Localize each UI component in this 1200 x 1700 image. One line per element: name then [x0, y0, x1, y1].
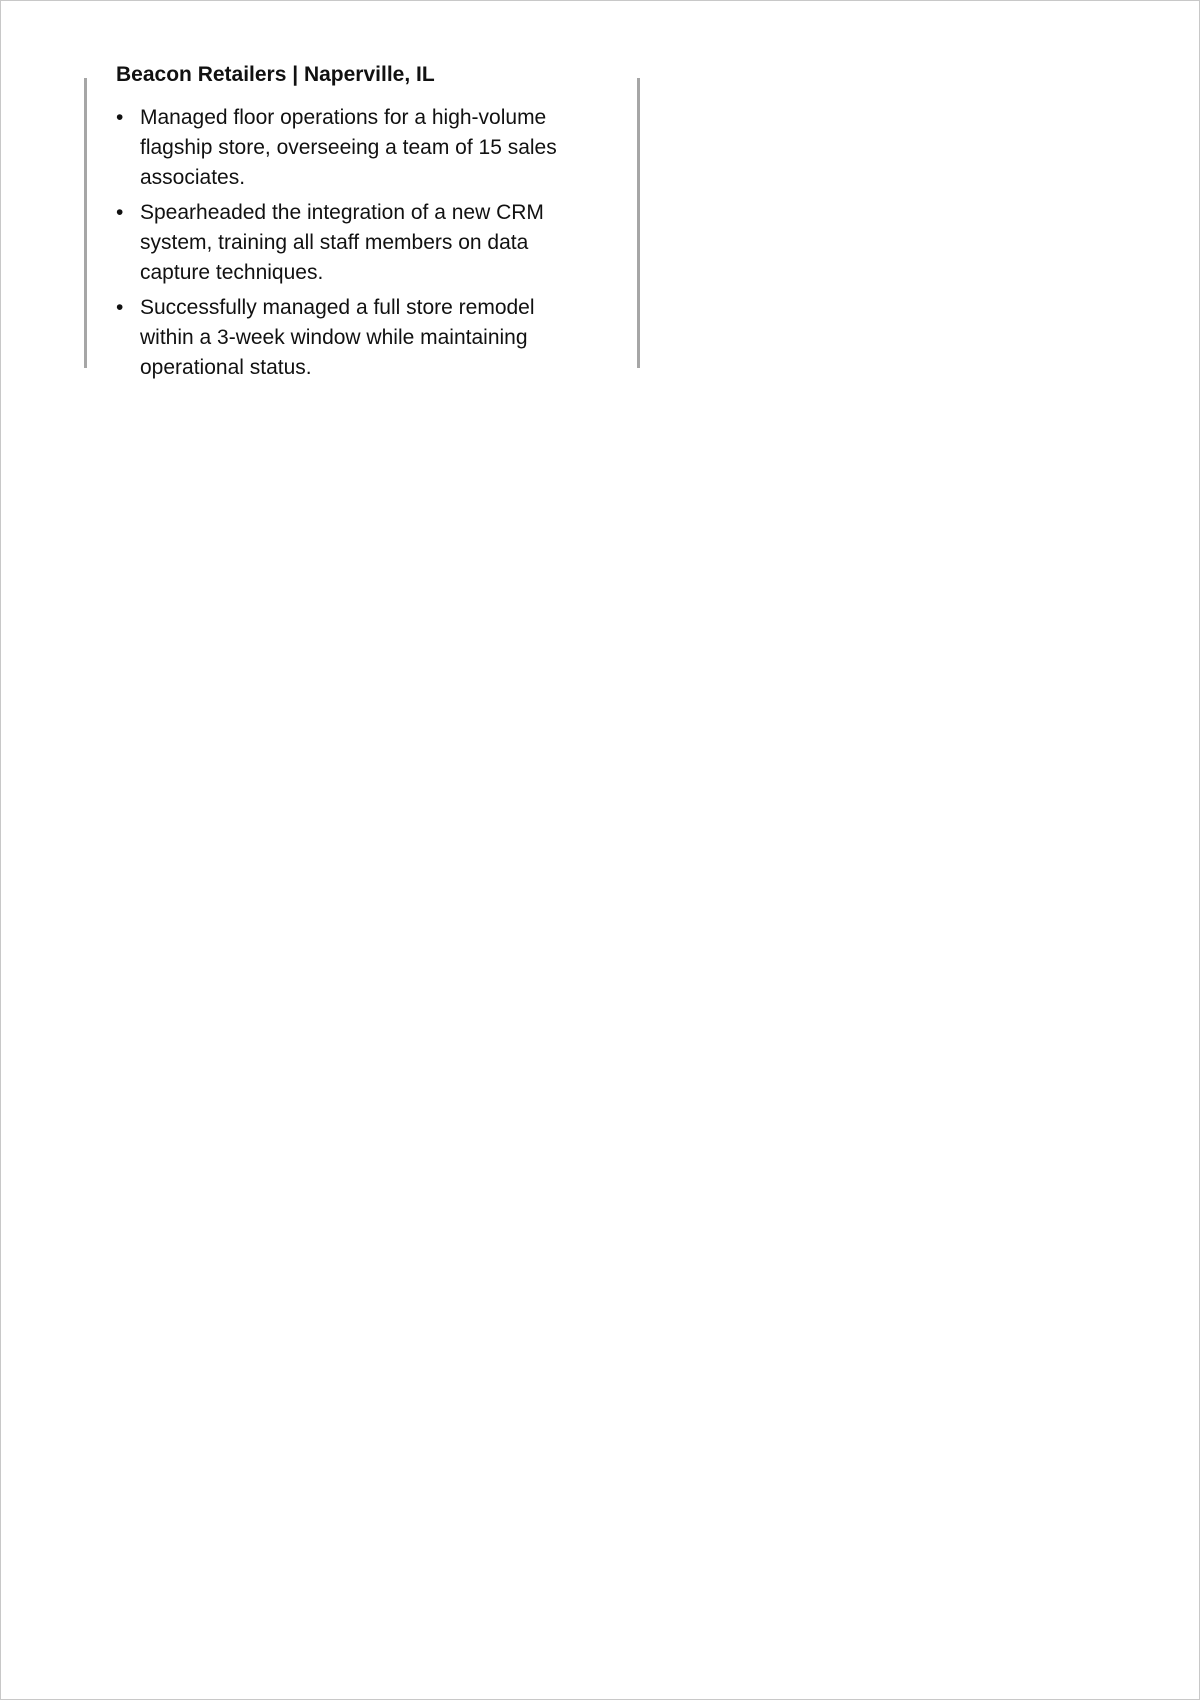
list-item — [116, 103, 576, 193]
experience-entry — [116, 61, 576, 388]
bullet-icon: • — [116, 296, 124, 319]
bullet-text: Spearheaded the integration of a new CRM system, training all staff members on data capture techniques. — [140, 201, 544, 284]
company-heading: Beacon Retailers | Naperville, IL — [116, 63, 435, 86]
bullet-text: Successfully managed a full store remodel within a 3-week window while maintaining operational status. — [140, 296, 535, 379]
bullet-icon: • — [116, 201, 124, 224]
list-item — [116, 198, 576, 288]
bullet-icon: • — [116, 106, 124, 129]
left-vertical-rule — [84, 78, 87, 368]
right-vertical-rule — [637, 78, 640, 368]
list-item — [116, 293, 576, 383]
bullet-text: Managed floor operations for a high-volume flagship store, overseeing a team of 15 sales associates. — [140, 106, 557, 189]
responsibilities-list — [116, 103, 576, 383]
